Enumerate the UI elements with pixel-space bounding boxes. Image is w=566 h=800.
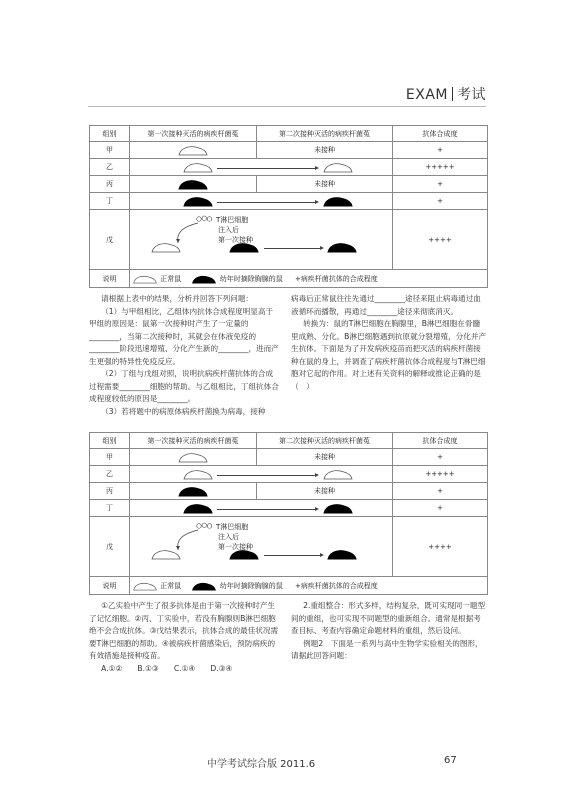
header-second: 第二次接种灭活的病疾杆菌菟	[257, 433, 393, 449]
thymectomy-mouse-icon	[177, 485, 209, 497]
first-inject-label: 第一次接种	[218, 235, 253, 244]
header-level: 抗体合成度	[393, 433, 488, 449]
paragraph: （3）若将题中的病原体病疾杆菌换为病毒，接种	[101, 406, 266, 416]
level-cell: +++++	[393, 159, 488, 176]
header-group: 组别	[90, 126, 130, 142]
thymectomy-mouse-icon	[322, 502, 354, 514]
normal-mouse-icon	[182, 161, 214, 173]
legend-row	[90, 577, 488, 595]
legend-cell: 正常鼠 幼年时摘除胸腺的鼠 +病疾杆菌抗体的合成程度	[130, 270, 488, 288]
group-cell: 丁	[90, 193, 130, 210]
normal-mouse-icon	[177, 451, 209, 463]
paragraph: 2.重组整合：形式多样，结构复杂，既可实现同一题型间的重组，也可实现不同题型的重新组合。通常是根据考查目标、考查内容确定命题材料的重组，然后设问。	[291, 601, 486, 635]
t-cell-label: T淋巴细胞	[216, 215, 249, 224]
arrow-icon	[217, 202, 317, 203]
level-cell: ++++	[393, 210, 488, 270]
level-cell: +	[393, 483, 488, 500]
level-cell: +	[393, 449, 488, 466]
normal-mouse-icon	[322, 468, 354, 480]
normal-mouse-icon	[182, 468, 214, 480]
exam-en: EXAM	[405, 87, 448, 103]
group-cell: 丁	[90, 500, 130, 517]
first-cell	[130, 483, 257, 500]
thymectomy-mouse-icon	[177, 178, 209, 190]
thymectomy-mouse-icon	[182, 195, 214, 207]
level-cell: +	[393, 142, 488, 159]
level-cell: +	[393, 500, 488, 517]
header-second: 第二次接种灭活的病疾杆菌菟	[257, 126, 393, 142]
arrow-icon	[217, 475, 317, 476]
first-second-cell	[130, 193, 393, 210]
exam-header	[406, 84, 486, 104]
second-cell: 未接种	[257, 449, 393, 466]
arrow-icon	[264, 555, 322, 556]
page-number: 67	[444, 755, 457, 766]
first-inject-label: 第一次接种	[218, 542, 253, 551]
left-column-1	[89, 293, 279, 418]
normal-mouse-icon	[132, 580, 158, 592]
header-first: 第一次接种灭活的病疾杆菌菟	[130, 126, 257, 142]
normal-mouse-icon	[150, 548, 182, 560]
options-line: A.①② B.①③ C.①④ D.③④	[101, 663, 233, 673]
thymectomy-mouse-icon	[326, 241, 358, 253]
header-first: 第一次接种灭活的病疾杆菌菟	[130, 433, 257, 449]
group-cell: 戊	[90, 517, 130, 577]
header-group: 组别	[90, 433, 130, 449]
level-cell: +	[393, 176, 488, 193]
header-level: 抗体合成度	[393, 126, 488, 142]
group-cell: 丙	[90, 176, 130, 193]
normal-mouse-icon	[322, 161, 354, 173]
group-cell: 丙	[90, 483, 130, 500]
legend-cell: 正常鼠 幼年时摘除胸腺的鼠 +病疾杆菌抗体的合成程度	[130, 577, 488, 595]
table-row	[90, 176, 488, 193]
first-second-cell	[130, 500, 393, 517]
first-second-cell	[130, 159, 393, 176]
table-row	[90, 517, 488, 577]
group-cell: 甲	[90, 449, 130, 466]
legend-level: 病疾杆菌抗体的合成程度	[300, 581, 378, 590]
legend-normal: 正常鼠	[160, 274, 182, 283]
thymectomy-mouse-icon	[182, 502, 214, 514]
paragraph: 病毒后正常鼠往往先通过________途径来阻止病毒通过血液循环而播散，再通过________途径来彻底消灭。	[291, 294, 481, 316]
level-cell: ++++	[393, 517, 488, 577]
thymectomy-mouse-icon	[228, 241, 260, 253]
level-cell: +	[393, 193, 488, 210]
table-header-row	[90, 433, 488, 449]
first-second-cell	[130, 466, 393, 483]
normal-mouse-icon	[150, 241, 182, 253]
normal-mouse-icon	[177, 144, 209, 156]
level-cell: +++++	[393, 466, 488, 483]
t-cell-label: T淋巴细胞	[216, 522, 249, 531]
legend-level: 病疾杆菌抗体的合成程度	[300, 274, 378, 283]
table-row	[90, 193, 488, 210]
legend-row	[90, 270, 488, 288]
arrow-icon	[264, 248, 322, 249]
paragraph: ①乙实验中产生了很多抗体是由于第一次接种时产生了记忆细胞。②丙、丁实验中，若没有胸腺则B淋巴细胞绝不会合成抗体。③戊结果表示，抗体合成的最佳状况需要T淋巴细胞的帮助。④被病疾杆菌感染后，预防病疾的有效措施是接种疫苗。	[89, 601, 279, 660]
second-cell: 未接种	[257, 176, 393, 193]
group-cell: 甲	[90, 142, 130, 159]
table-row	[90, 449, 488, 466]
second-cell: 未接种	[257, 142, 393, 159]
right-column-2	[291, 600, 487, 663]
legend-removed: 幼年时摘除胸腺的鼠	[219, 581, 283, 590]
injection-label: 注入后	[218, 225, 239, 234]
legend-label: 说明	[90, 577, 130, 595]
first-cell	[130, 142, 257, 159]
table-row	[90, 466, 488, 483]
arrow-icon	[217, 509, 317, 510]
first-cell	[130, 449, 257, 466]
legend-label: 说明	[90, 270, 130, 288]
thymectomy-mouse-icon	[322, 195, 354, 207]
legend-normal: 正常鼠	[160, 581, 182, 590]
table-row	[90, 500, 488, 517]
thymectomy-mouse-icon	[326, 548, 358, 560]
experiment-table-1	[89, 125, 488, 288]
experiment-table-2	[89, 432, 488, 595]
right-column-1	[291, 293, 487, 393]
left-column-2	[89, 600, 279, 675]
thymectomy-mouse-icon	[191, 580, 217, 592]
table-row	[90, 483, 488, 500]
exam-cn: 考试	[457, 87, 486, 103]
arrow-icon	[217, 168, 317, 169]
paragraph: 例题2 下面是一系列与高中生物学实验相关的图形，请据此回答问题：	[291, 638, 483, 660]
thymectomy-mouse-icon	[191, 273, 217, 285]
injection-label: 注入后	[218, 532, 239, 541]
header-divider	[452, 87, 453, 101]
first-second-cell	[130, 517, 393, 577]
second-cell: 未接种	[257, 483, 393, 500]
group-cell: 乙	[90, 159, 130, 176]
thymectomy-mouse-icon	[228, 548, 260, 560]
table-row	[90, 159, 488, 176]
paragraph: （2）丁组与戊组对照，说明抗病疾杆菌抗体的合成过程需要________细胞的帮助。与乙组相比，丁组抗体合成程度较低的原因是________。	[89, 369, 279, 403]
table-header-row	[90, 126, 488, 142]
first-cell	[130, 176, 257, 193]
group-cell: 乙	[90, 466, 130, 483]
first-second-cell	[130, 210, 393, 270]
journal-name: 中学考试综合版 2011.6	[207, 759, 316, 770]
table-row	[90, 142, 488, 159]
header-rule	[88, 106, 486, 107]
group-cell: 戊	[90, 210, 130, 270]
paragraph: 请根据上表中的结果，分析并回答下列问题：	[101, 294, 254, 303]
normal-mouse-icon	[132, 273, 158, 285]
table-row	[90, 210, 488, 270]
paragraph: 转换为：鼠的T淋巴细胞在胸腺里，B淋巴细胞在骨髓里成熟、分化。B淋巴细胞遇到抗原就分裂增殖，分化并产生抗体。下面是为了开发病疾疫苗而把灭活的病疾杆菌接种在鼠的身上，并调查了病疾杆菌抗体合成程度与T淋巴细胞对它起的作用。对上述有关资料的解释或推论正确的是（ ）	[291, 319, 487, 391]
legend-removed: 幼年时摘除胸腺的鼠	[219, 274, 283, 283]
paragraph: （1）与甲组相比，乙组体内抗体合成程度明显高于甲组的原因是：鼠第一次接种时产生了一定量的________，当第二次接种时，其就会在体液免疫的________阶段迅速增殖、分化产生新的________，进而产生更强的特异性免疫反应。	[89, 306, 279, 366]
